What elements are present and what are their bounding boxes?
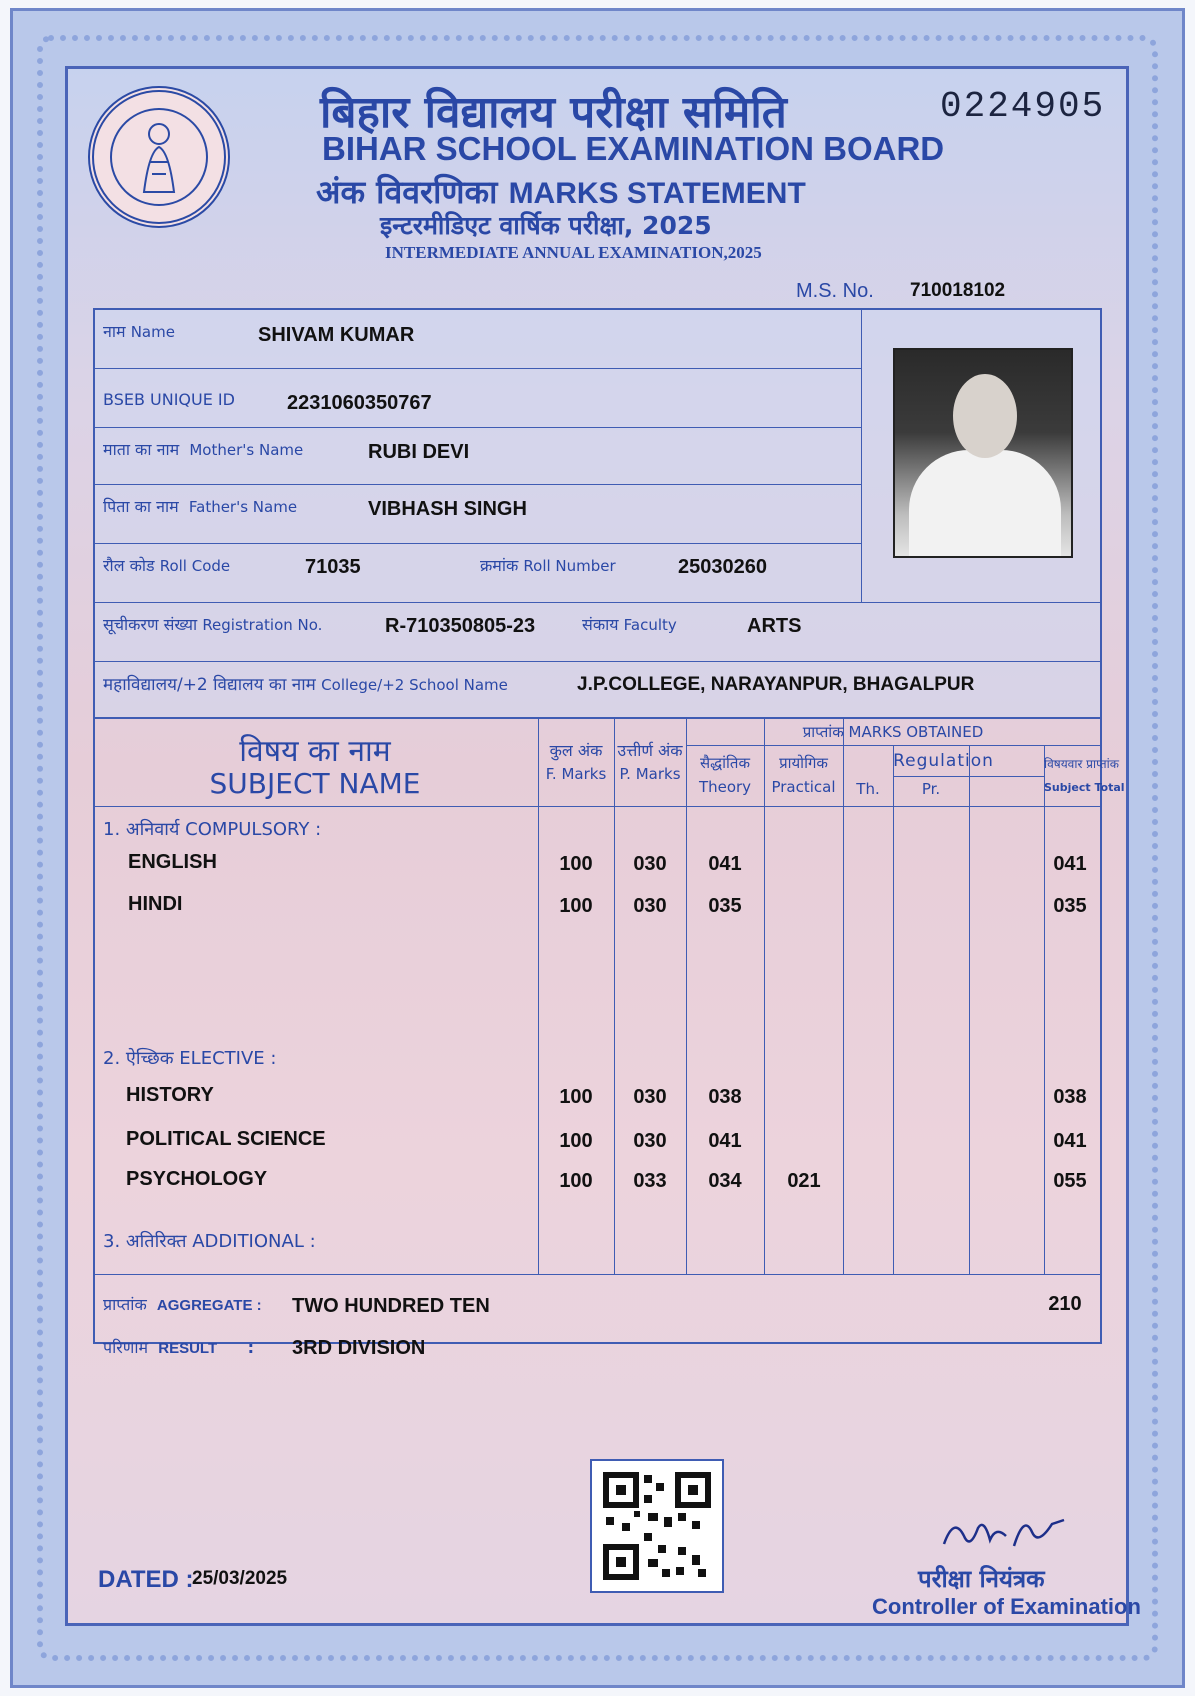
full-marks-header-hindi: कुल अंक xyxy=(549,741,603,760)
registration-value: R-710350805-23 xyxy=(385,615,536,637)
roll-code-label: रौल कोड Roll Code xyxy=(103,556,231,575)
statement-title-hindi: अंक विवरणिका xyxy=(316,173,498,211)
practical-header: Practical xyxy=(771,778,836,796)
theory-marks: 034 xyxy=(708,1170,742,1192)
regulation-practical-header: Pr. xyxy=(921,780,941,798)
student-name: SHIVAM KUMAR xyxy=(258,324,415,346)
serial-number: 0224905 xyxy=(940,86,1106,127)
subject-total: 041 xyxy=(1053,853,1087,875)
board-seal-logo xyxy=(88,86,230,228)
subject-total: 038 xyxy=(1053,1086,1087,1108)
theory-header: Theory xyxy=(698,778,752,796)
faculty-value: ARTS xyxy=(747,615,802,637)
subject-name: POLITICAL SCIENCE xyxy=(126,1128,326,1150)
subject-total-header: Subject Total xyxy=(1044,781,1125,794)
theory-marks: 041 xyxy=(708,853,742,875)
registration-label: सूचीकरण संख्या Registration No. xyxy=(103,615,323,634)
aggregate-in-words: TWO HUNDRED TEN xyxy=(292,1295,490,1317)
father-name: VIBHASH SINGH xyxy=(368,498,527,520)
pass-marks-header-hindi: उत्तीर्ण अंक xyxy=(617,741,683,760)
roll-number-value: 25030260 xyxy=(678,556,767,578)
section-additional-label: 3. अतिरिक्त ADDITIONAL : xyxy=(103,1231,316,1252)
subject-total: 055 xyxy=(1053,1170,1087,1192)
statement-title-english: MARKS STATEMENT xyxy=(508,177,806,210)
qr-code xyxy=(590,1459,724,1593)
roll-code-value: 71035 xyxy=(305,556,361,578)
unique-id-label: BSEB UNIQUE ID xyxy=(103,390,235,409)
name-label: नाम Name xyxy=(103,322,175,341)
board-name-hindi: बिहार विद्यालय परीक्षा समिति xyxy=(320,87,787,138)
section-compulsory: 1. अनिवार्य COMPULSORY : xyxy=(103,819,322,840)
practical-header-hindi: प्रायोगिक xyxy=(779,754,828,772)
pass-marks: 030 xyxy=(633,895,667,917)
subject-name: HISTORY xyxy=(126,1084,214,1106)
controller-title-english: Controller of Examination xyxy=(872,1594,1141,1619)
full-marks: 100 xyxy=(559,1086,593,1108)
pass-marks: 033 xyxy=(633,1170,667,1192)
subject-total: 041 xyxy=(1053,1130,1087,1152)
subject-name: PSYCHOLOGY xyxy=(126,1168,268,1190)
college-label: महाविद्यालय/+2 विद्यालय का नाम College/+2 School Name xyxy=(103,675,508,695)
full-marks: 100 xyxy=(559,895,593,917)
theory-marks: 041 xyxy=(708,1130,742,1152)
mother-name-label: माता का नाम Mother's Name xyxy=(103,440,304,459)
college-value: J.P.COLLEGE, NARAYANPUR, BHAGALPUR xyxy=(577,674,975,695)
aggregate-label: प्राप्तांक AGGREGATE : xyxy=(103,1295,262,1314)
student-photo xyxy=(893,348,1073,558)
practical-marks: 021 xyxy=(787,1170,821,1192)
full-marks-header: F. Marks xyxy=(545,765,607,783)
subject-name: HINDI xyxy=(128,893,183,915)
exam-name-english: INTERMEDIATE ANNUAL EXAMINATION,2025 xyxy=(385,243,762,262)
marks-table xyxy=(93,719,1125,1359)
full-marks: 100 xyxy=(559,1170,593,1192)
subject-total: 035 xyxy=(1053,895,1087,917)
ms-no-value: 710018102 xyxy=(910,280,1006,301)
pass-marks: 030 xyxy=(633,1130,667,1152)
father-name-label: पिता का नाम Father's Name xyxy=(103,497,298,516)
exam-name-hindi: इन्टरमीडिएट वार्षिक परीक्षा, 2025 xyxy=(380,211,712,240)
unique-id-value: 2231060350767 xyxy=(287,392,432,414)
subject-name: ENGLISH xyxy=(128,851,217,873)
pass-marks: 030 xyxy=(633,853,667,875)
subject-header-english: SUBJECT NAME xyxy=(209,767,421,800)
pass-marks: 030 xyxy=(633,1086,667,1108)
dated-label: DATED : xyxy=(98,1566,194,1593)
aggregate-value: 210 xyxy=(1048,1293,1082,1315)
section-elective: 2. ऐच्छिक ELECTIVE : xyxy=(103,1048,277,1069)
pass-marks-header: P. Marks xyxy=(619,765,681,783)
controller-title-hindi: परीक्षा नियंत्रक xyxy=(918,1565,1045,1593)
marks-obtained-header: प्राप्तांक MARKS OBTAINED xyxy=(802,723,984,741)
ms-no-label: M.S. No. xyxy=(796,280,874,302)
statement-title xyxy=(316,170,806,213)
theory-marks: 038 xyxy=(708,1086,742,1108)
faculty-label: संकाय Faculty xyxy=(582,615,677,634)
regulation-theory-header: Th. xyxy=(856,780,880,798)
board-name-english: BIHAR SCHOOL EXAMINATION BOARD xyxy=(322,130,945,167)
dated-value: 25/03/2025 xyxy=(192,1568,288,1589)
roll-number-label: क्रमांक Roll Number xyxy=(480,556,616,575)
subject-total-header-hindi: विषयवार प्राप्तांक xyxy=(1044,757,1119,771)
full-marks: 100 xyxy=(559,853,593,875)
full-marks: 100 xyxy=(559,1130,593,1152)
theory-header-hindi: सैद्धांतिक xyxy=(700,754,750,772)
controller-signature xyxy=(940,1506,1070,1567)
mother-name: RUBI DEVI xyxy=(368,441,470,463)
regulation-header: Regulation xyxy=(893,751,994,771)
theory-marks: 035 xyxy=(708,895,742,917)
subject-header-hindi: विषय का नाम xyxy=(239,734,391,769)
result-label: परिणाम RESULT : xyxy=(103,1338,255,1357)
result-value: 3RD DIVISION xyxy=(292,1337,426,1359)
